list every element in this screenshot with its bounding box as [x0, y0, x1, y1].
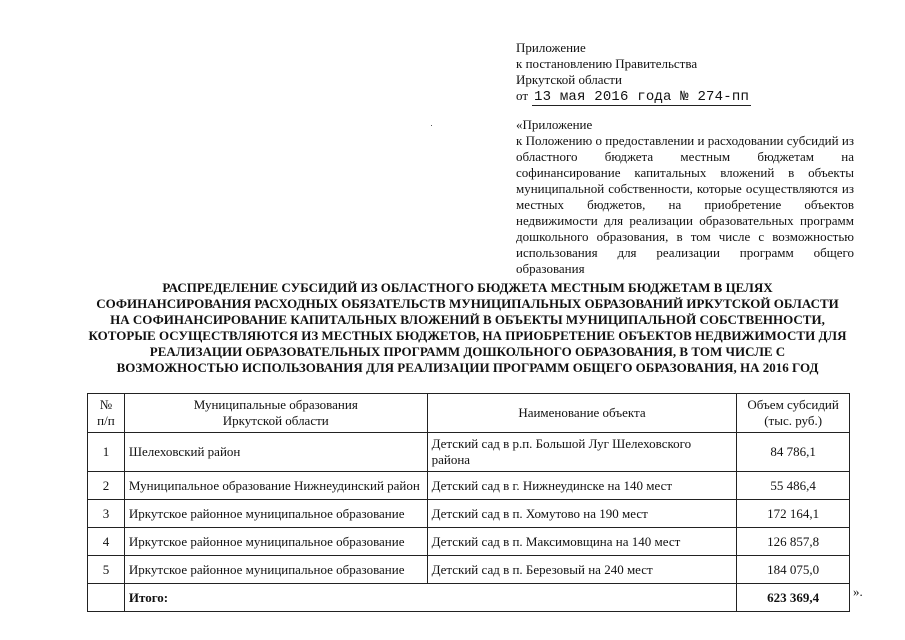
annex-title: «Приложение	[516, 117, 593, 132]
row-amount: 184 075,0	[737, 556, 850, 584]
table-header-row	[88, 394, 850, 433]
total-label: Итого:	[124, 584, 736, 612]
table-row	[88, 556, 850, 584]
date-value: 13 мая 2016 года № 274-пп	[534, 89, 750, 105]
scan-speck	[431, 125, 432, 126]
row-object: Детский сад в п. Березовый на 240 мест	[427, 556, 737, 584]
row-amount: 172 164,1	[737, 500, 850, 528]
table-total-row	[88, 584, 850, 612]
row-number: 4	[88, 528, 125, 556]
title-line: НА СОФИНАНСИРОВАНИЕ КАПИТАЛЬНЫХ ВЛОЖЕНИЙ В ОБЪЕКТЫ МУНИЦИПАЛЬНОЙ СОБСТВЕННОСТИ,	[110, 312, 825, 327]
header-municipality-line2: Иркутской области	[222, 413, 329, 428]
header-line-1: Приложение	[516, 40, 586, 55]
title-line: ВОЗМОЖНОСТЬЮ ИСПОЛЬЗОВАНИЯ ДЛЯ РЕАЛИЗАЦИИ ПРОГРАММ ОБЩЕГО ОБРАЗОВАНИЯ, НА 2016 ГОД	[116, 360, 819, 375]
header-line-3: Иркутской области	[516, 72, 622, 87]
subsidies-table	[87, 393, 850, 612]
header-municipality-line1: Муниципальные образования	[193, 397, 358, 412]
annex-reference	[516, 117, 854, 277]
row-object: Детский сад в г. Нижнеудинске на 140 мест	[427, 472, 737, 500]
header-number-sign: №	[99, 397, 113, 412]
row-municipality: Иркутское районное муниципальное образование	[124, 528, 427, 556]
header-date-line	[516, 88, 856, 106]
header-amount-line1: Объем субсидий	[747, 397, 839, 412]
header-number-abbr: п/п	[97, 413, 115, 428]
row-amount: 126 857,8	[737, 528, 850, 556]
title-line: СОФИНАНСИРОВАНИЯ РАСХОДНЫХ ОБЯЗАТЕЛЬСТВ МУНИЦИПАЛЬНЫХ ОБРАЗОВАНИЙ ИРКУТСКОЙ ОБЛАСТИ	[96, 296, 839, 311]
table-row	[88, 433, 850, 472]
row-object: Детский сад в п. Хомутово на 190 мест	[427, 500, 737, 528]
header-number	[88, 394, 125, 433]
header-object: Наименование объекта	[427, 394, 737, 433]
row-object: Детский сад в п. Максимовщина на 140 мест	[427, 528, 737, 556]
row-number: 3	[88, 500, 125, 528]
title-line: РАСПРЕДЕЛЕНИЕ СУБСИДИЙ ИЗ ОБЛАСТНОГО БЮДЖЕТА МЕСТНЫМ БЮДЖЕТАМ В ЦЕЛЯХ	[162, 280, 773, 295]
closing-quote: ».	[853, 584, 863, 599]
row-object: Детский сад в р.п. Большой Луг Шелеховского района	[427, 433, 737, 472]
table-row	[88, 500, 850, 528]
approval-header	[516, 40, 856, 106]
title-line: РЕАЛИЗАЦИИ ОБРАЗОВАТЕЛЬНЫХ ПРОГРАММ ДОШКОЛЬНОГО ОБРАЗОВАНИЯ, В ТОМ ЧИСЛЕ С	[149, 344, 786, 359]
row-number: 1	[88, 433, 125, 472]
row-municipality: Муниципальное образование Нижнеудинский район	[124, 472, 427, 500]
row-municipality: Шелеховский район	[124, 433, 427, 472]
total-empty-cell	[88, 584, 125, 612]
row-number: 2	[88, 472, 125, 500]
row-amount: 84 786,1	[737, 433, 850, 472]
table-row	[88, 528, 850, 556]
header-amount	[737, 394, 850, 433]
row-number: 5	[88, 556, 125, 584]
document-title	[80, 280, 855, 376]
header-amount-line2: (тыс. руб.)	[764, 413, 823, 428]
header-municipality	[124, 394, 427, 433]
annex-text: к Положению о предоставлении и расходовании субсидий из областного бюджета местным бюджетам на софинансирование капитальных вложений в объекты муниципальной собственности, которые осуществляются из местных бюджетов, на приобретение объектов недвижимости для реализации образовательных программ дошкольного образования, в том числе с возможностью использования для реализации программ общего образования	[516, 133, 854, 276]
title-line: КОТОРЫЕ ОСУЩЕСТВЛЯЮТСЯ ИЗ МЕСТНЫХ БЮДЖЕТОВ, НА ПРИОБРЕТЕНИЕ ОБЪЕКТОВ НЕДВИЖИМОСТИ ДЛЯ	[88, 328, 847, 343]
row-municipality: Иркутское районное муниципальное образование	[124, 500, 427, 528]
header-line-2: к постановлению Правительства	[516, 56, 698, 71]
table-row	[88, 472, 850, 500]
date-prefix: от	[516, 88, 529, 103]
total-amount: 623 369,4	[737, 584, 850, 612]
row-municipality: Иркутское районное муниципальное образование	[124, 556, 427, 584]
row-amount: 55 486,4	[737, 472, 850, 500]
